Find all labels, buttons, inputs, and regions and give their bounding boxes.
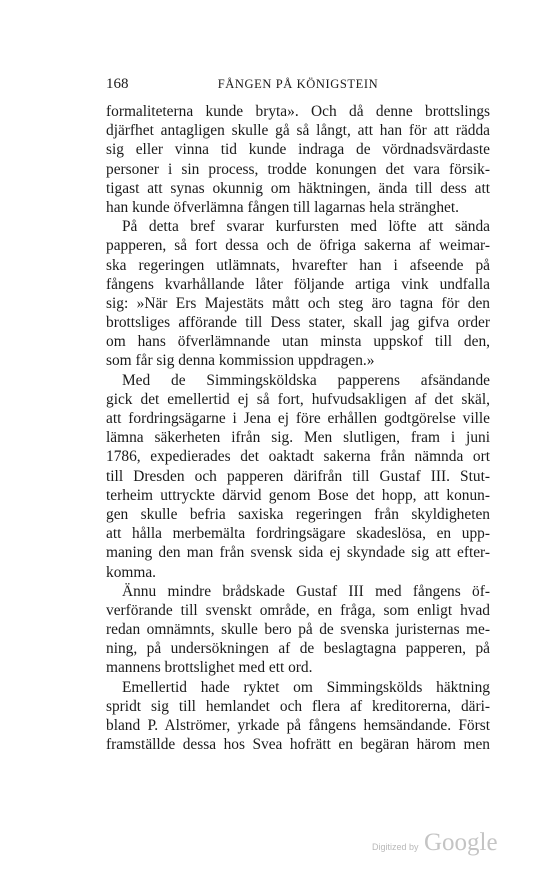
paragraph (106, 102, 490, 217)
text-line: Emellertid hade ryktet om Simmingskölds häktning (122, 678, 490, 696)
text-line: bland P. Alströmer, yrkade på fångens hemsändande. Först (106, 717, 490, 734)
page-header (106, 74, 490, 94)
text-line: att hålla merbemälta fordringsägare skadeslösa, en upp- (106, 525, 490, 543)
text-line: personer i sin process, trodde konungen det vara försik- (106, 160, 490, 178)
text-line: som får sig denna kommission uppdragen.» (106, 352, 375, 370)
text-line: framställde dessa hos Svea hofrätt en begäran härom men (106, 736, 490, 754)
text-line: brottsliges afförande till Dess stater, skall jag gifva order (106, 314, 490, 332)
text-line: Ännu mindre brådskade Gustaf III med fångens öf- (122, 582, 490, 600)
text-line: Med de Simmingsköldska papperens afsändande (122, 371, 490, 389)
text-line: maning den man från svensk sida ej skyndade sig att efter- (106, 544, 490, 562)
text-line: lämna säkerheten ifrån sig. Men slutligen, fram i juni (106, 429, 490, 447)
text-line: han kunde öfverlämna fången till lagarnas hela stränghet. (106, 198, 459, 216)
text-line: spridt sig till hemlandet och flera af kreditorerna, däri- (106, 697, 490, 715)
text-line: ska regeringen utlämnats, hvarefter han i afseende på (106, 256, 490, 274)
text-line: sig eller vinna tid kunde indraga de vördnadsvärdaste (106, 141, 490, 159)
page-number: 168 (106, 76, 129, 92)
digitized-by-label: Digitized by (372, 842, 419, 852)
text-line: om hans öfverlämnande utan minsta uppskof till den, (106, 333, 490, 351)
text-line: sig: »När Ers Majestäts mått och steg äro tagna för den (106, 294, 490, 312)
text-line: att fordringsägarne i Jena ej före erhållen godtgörelse ville (106, 410, 490, 427)
text-line: På detta bref svarar kurfursten med löfte att sända (122, 218, 490, 236)
text-line: tigast att synas okunnig om häktningen, ända till dess att (106, 179, 490, 197)
paragraph (106, 371, 490, 582)
google-logo: Google (424, 829, 498, 856)
text-line: fångens kvarhållande låter följande artiga vink undfalla (106, 275, 490, 293)
text-line: komma. (106, 563, 157, 581)
text-line: djärfhet antagligen skulle gå så långt, att han för att rädda (106, 122, 490, 140)
text-line: ning, på undersökningen af de beslagtagna papperen, på (106, 640, 490, 658)
text-line: papperen, så fort dessa och de öfriga sakerna af weimar- (106, 237, 490, 255)
paragraph (106, 678, 490, 755)
paragraph (106, 217, 490, 371)
text-line: gen skulle befria saxiska regeringen från skyldigheten (106, 505, 490, 523)
body-text (106, 102, 490, 754)
text-line: 1786, expedierades det oaktadt sakerna från nämnda ort (106, 448, 490, 466)
paragraph (106, 582, 490, 678)
text-line: verförande till svenskt område, en fråga, som enligt hvad (106, 601, 490, 619)
google-watermark (372, 829, 502, 859)
text-line: till Dresden och papperen därifrån till Gustaf III. Stut- (106, 467, 490, 485)
text-line: redan omnämnts, skulle bero på de svenska juristernas me- (106, 621, 490, 639)
running-head: FÅNGEN PÅ KÖNIGSTEIN (217, 77, 379, 91)
text-line: gick det emellertid ej så fort, hufvudsakligen af det skäl, (106, 390, 490, 408)
text-line: formaliteterna kunde bryta». Och då denne brottslings (106, 103, 490, 120)
text-line: mannens brottslighet med ett ord. (106, 659, 313, 677)
text-line: terheim uttryckte därvid genom Bose det hopp, att konun- (106, 486, 490, 504)
